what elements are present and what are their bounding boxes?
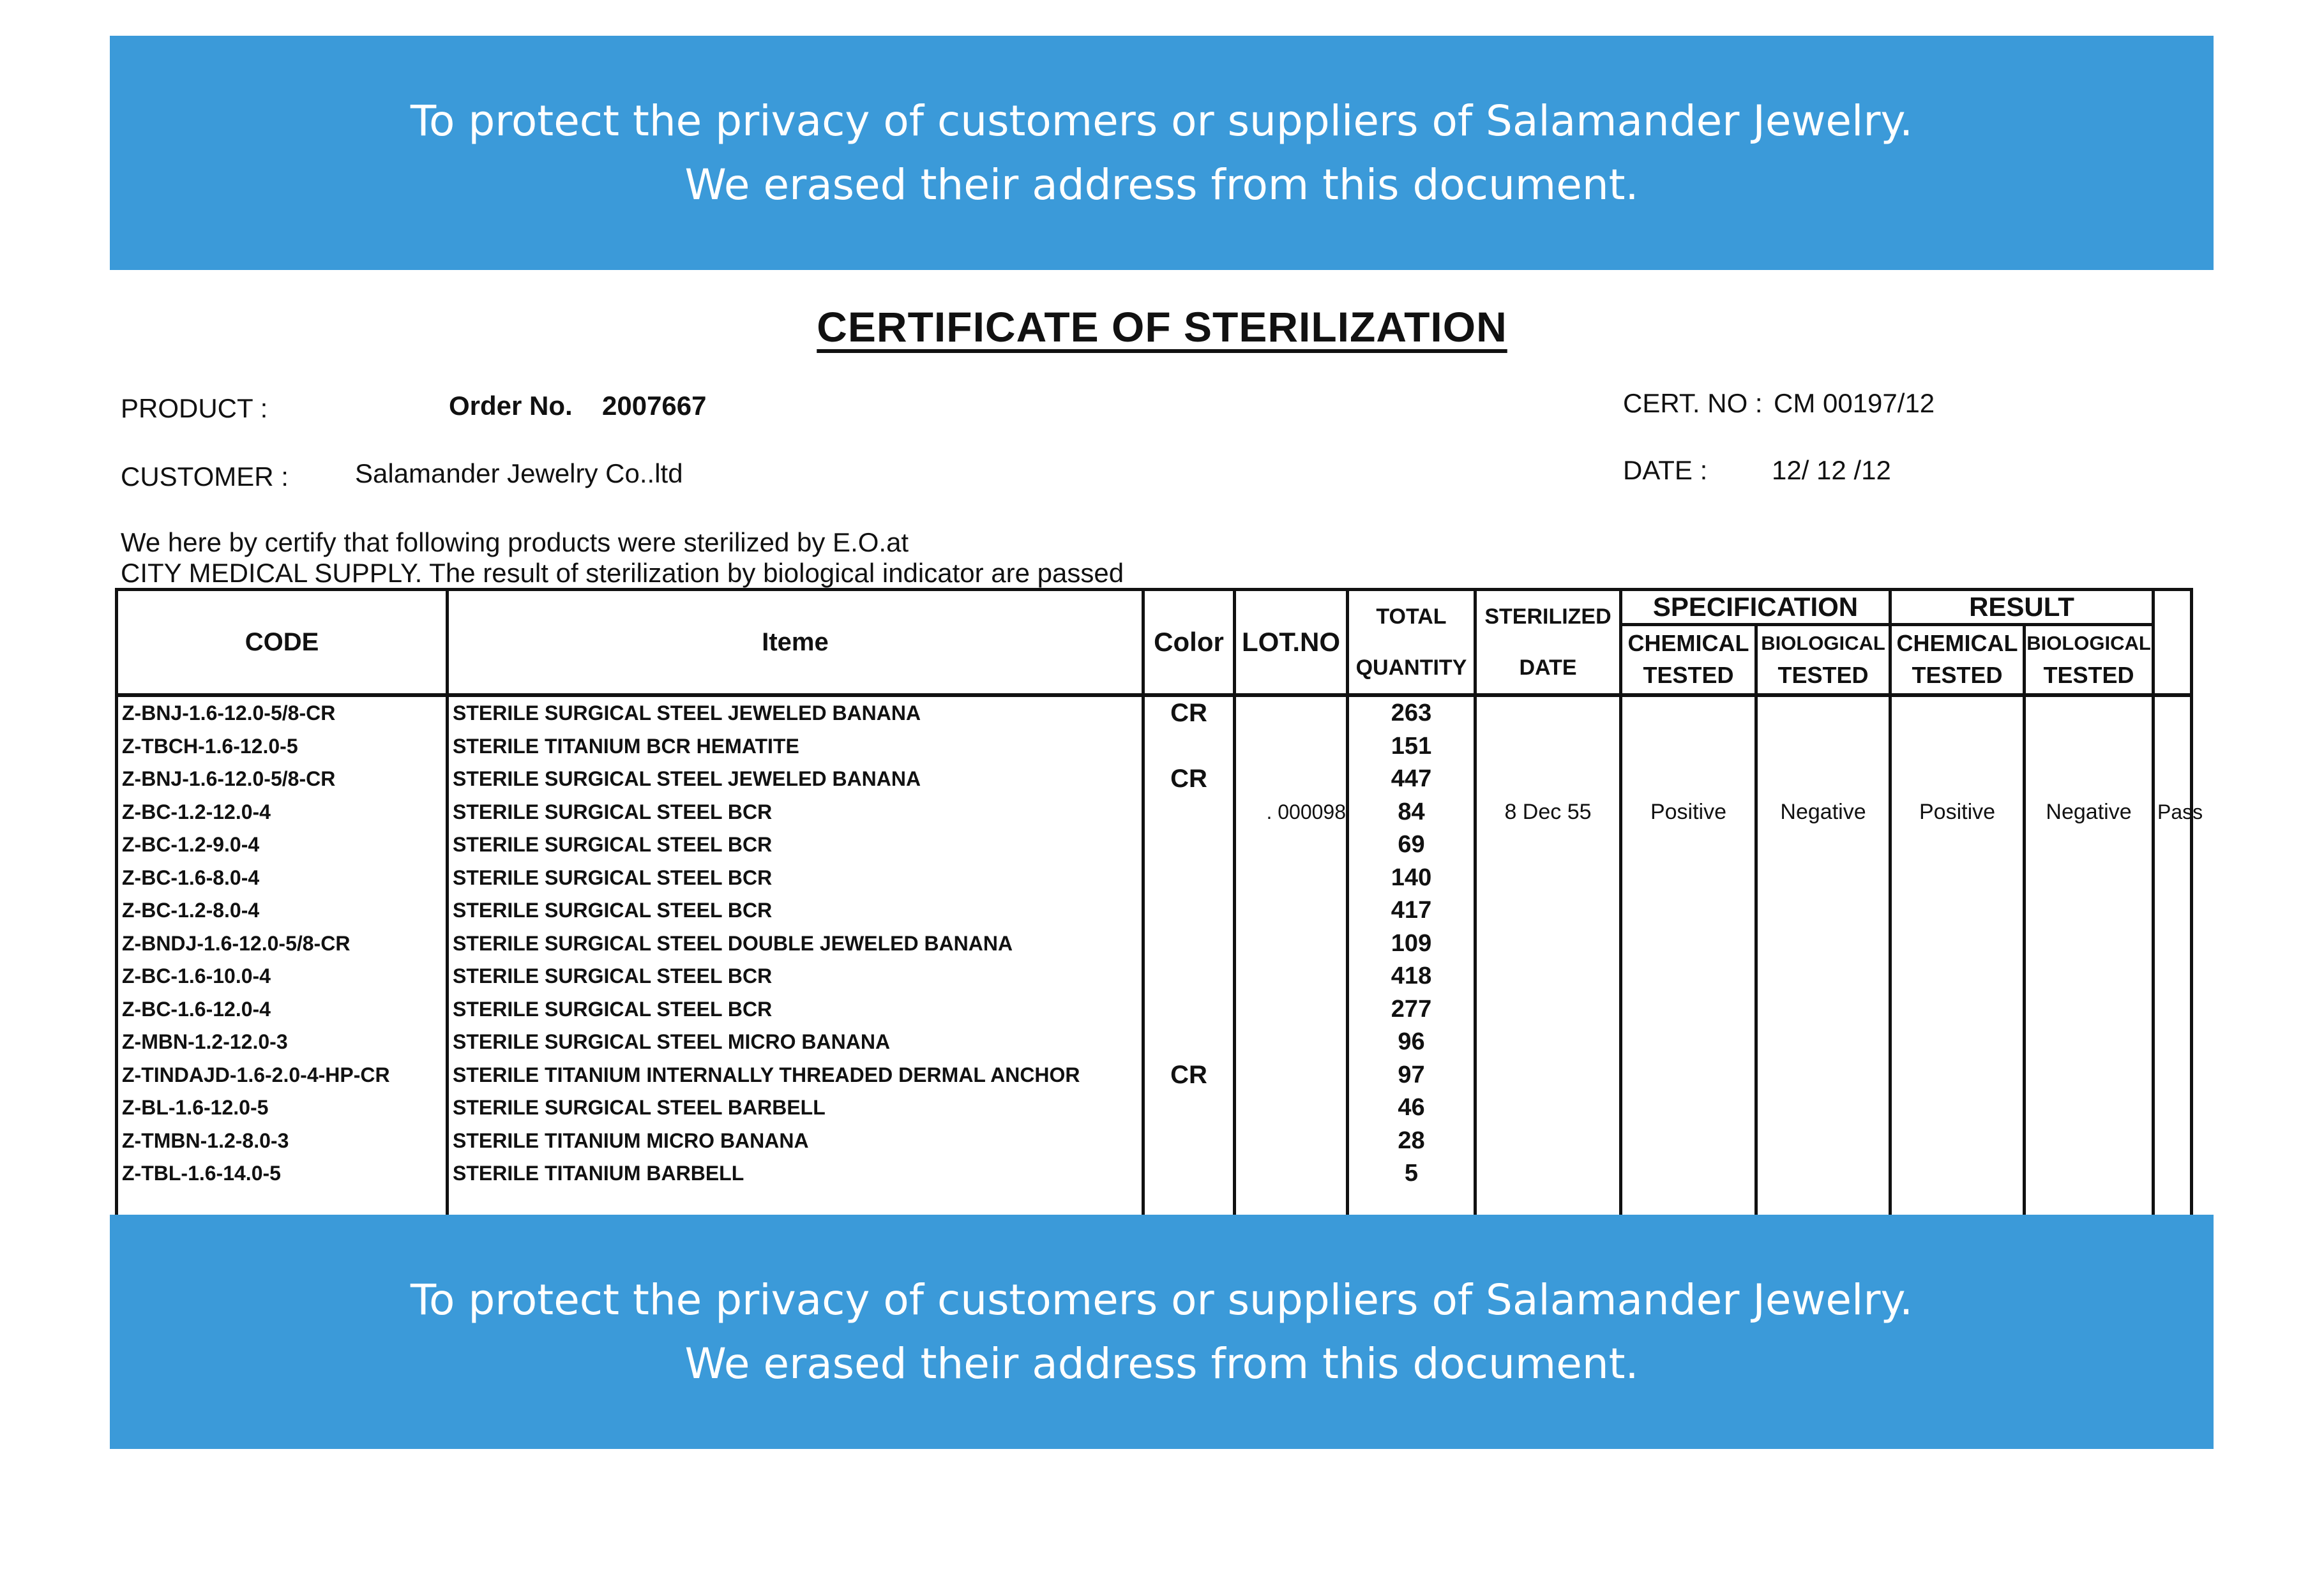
cell-sterilized-date (1475, 763, 1621, 796)
header-color: Color (1143, 590, 1235, 696)
cell-status: Pass (2154, 796, 2192, 829)
cell-status (2154, 993, 2192, 1026)
cell-sterilized-date (1475, 993, 1621, 1026)
header-quantity: QUANTITY (1355, 656, 1467, 680)
table-row (117, 894, 2192, 927)
cell-spec-chemical (1621, 763, 1756, 796)
cell-result-biological: Negative (2025, 796, 2154, 829)
cell-spec-biological (1756, 1092, 1890, 1125)
cell-item: STERILE SURGICAL STEEL BCR (448, 894, 1143, 927)
cell-code: Z-TMBN-1.2-8.0-3 (117, 1125, 448, 1158)
header-total: TOTAL (1376, 604, 1447, 629)
cell-result-chemical (1890, 960, 2025, 993)
privacy-notice-line1-bottom: To protect the privacy of customers or suppliers of Salamander Jewelry. (410, 1275, 1913, 1324)
header-spec-biological: BIOLOGICAL TESTED (1756, 624, 1890, 695)
cell-sterilized-date (1475, 894, 1621, 927)
cell-quantity: 418 (1348, 960, 1475, 993)
table-row (117, 829, 2192, 862)
cert-number: CM 00197/12 (1774, 388, 1935, 418)
cell-code: Z-TBCH-1.6-12.0-5 (117, 730, 448, 763)
cell-item: STERILE SURGICAL STEEL BCR (448, 862, 1143, 895)
cell-spec-chemical (1621, 993, 1756, 1026)
table-row (117, 993, 2192, 1026)
cell-spec-chemical (1621, 695, 1756, 730)
cell-result-chemical (1890, 1059, 2025, 1092)
cell-result-biological (2025, 829, 2154, 862)
cell-code: Z-BC-1.2-9.0-4 (117, 829, 448, 862)
cell-color (1143, 829, 1235, 862)
cell-spec-chemical (1621, 1059, 1756, 1092)
cell-spec-biological (1756, 730, 1890, 763)
header-date: DATE (1519, 656, 1577, 680)
cell-lot (1235, 993, 1348, 1026)
cell-status (2154, 960, 2192, 993)
cell-spec-biological (1756, 862, 1890, 895)
cell-spec-chemical (1621, 1092, 1756, 1125)
cell-spec-chemical (1621, 1125, 1756, 1158)
cell-sterilized-date (1475, 1125, 1621, 1158)
cell-code: Z-TINDAJD-1.6-2.0-4-HP-CR (117, 1059, 448, 1092)
cell-status (2154, 927, 2192, 961)
cell-result-chemical (1890, 927, 2025, 961)
cell-code: Z-BNDJ-1.6-12.0-5/8-CR (117, 927, 448, 961)
statement-line1: We here by certify that following products were sterilized by E.O.at (121, 527, 909, 557)
header-sterilized: STERILIZED (1484, 604, 1611, 629)
cell-code: Z-BNJ-1.6-12.0-5/8-CR (117, 695, 448, 730)
product-label: PRODUCT : (121, 393, 268, 423)
table-row (117, 796, 2192, 829)
cell-result-biological (2025, 862, 2154, 895)
cell-item: STERILE SURGICAL STEEL BCR (448, 960, 1143, 993)
cell-lot (1235, 1092, 1348, 1125)
cell-item: STERILE SURGICAL STEEL JEWELED BANANA (448, 695, 1143, 730)
cell-color (1143, 796, 1235, 829)
cell-code: Z-MBN-1.2-12.0-3 (117, 1026, 448, 1059)
cell-code: Z-BNJ-1.6-12.0-5/8-CR (117, 763, 448, 796)
table-row (117, 1157, 2192, 1190)
cell-status (2154, 695, 2192, 730)
cell-quantity: 96 (1348, 1026, 1475, 1059)
cell-spec-biological (1756, 695, 1890, 730)
cell-sterilized-date (1475, 1092, 1621, 1125)
cell-status (2154, 1092, 2192, 1125)
header-specification: SPECIFICATION (1621, 590, 1890, 625)
cell-spec-chemical (1621, 730, 1756, 763)
cell-item: STERILE SURGICAL STEEL BARBELL (448, 1092, 1143, 1125)
privacy-banner-top (110, 36, 2214, 270)
cell-code: Z-BC-1.6-8.0-4 (117, 862, 448, 895)
cell-spec-chemical: Positive (1621, 796, 1756, 829)
header-total-quantity (1348, 590, 1475, 696)
cell-sterilized-date (1475, 1026, 1621, 1059)
header-spec-chemical: CHEMICAL TESTED (1621, 624, 1756, 695)
cell-color (1143, 1026, 1235, 1059)
table-row (117, 862, 2192, 895)
cell-lot (1235, 1125, 1348, 1158)
header-result-biological: BIOLOGICAL TESTED (2025, 624, 2154, 695)
cell-spec-biological (1756, 960, 1890, 993)
privacy-banner-bottom (110, 1215, 2214, 1449)
cell-color: CR (1143, 1059, 1235, 1092)
cell-lot (1235, 695, 1348, 730)
cell-quantity: 263 (1348, 695, 1475, 730)
cell-status (2154, 730, 2192, 763)
cell-status (2154, 894, 2192, 927)
cell-result-biological (2025, 960, 2154, 993)
customer-value: Salamander Jewelry Co..ltd (355, 458, 683, 488)
cell-status (2154, 1026, 2192, 1059)
cell-spec-biological (1756, 1059, 1890, 1092)
cell-code: Z-BC-1.6-12.0-4 (117, 993, 448, 1026)
cell-lot (1235, 1059, 1348, 1092)
cell-lot (1235, 730, 1348, 763)
cell-spec-biological (1756, 1125, 1890, 1158)
cell-lot (1235, 1026, 1348, 1059)
cell-result-biological (2025, 1157, 2154, 1190)
cell-result-biological (2025, 993, 2154, 1026)
cell-color (1143, 1092, 1235, 1125)
cell-quantity: 109 (1348, 927, 1475, 961)
cell-quantity: 28 (1348, 1125, 1475, 1158)
cell-color (1143, 730, 1235, 763)
header-lot: LOT.NO (1235, 590, 1348, 696)
cell-sterilized-date (1475, 862, 1621, 895)
document-title: CERTIFICATE OF STERILIZATION (817, 303, 1507, 350)
table-row (117, 763, 2192, 796)
cell-result-chemical (1890, 1125, 2025, 1158)
cell-quantity: 447 (1348, 763, 1475, 796)
cell-status (2154, 1059, 2192, 1092)
cell-item: STERILE SURGICAL STEEL BCR (448, 993, 1143, 1026)
header-sterilized-date (1475, 590, 1621, 696)
cell-sterilized-date (1475, 730, 1621, 763)
cell-color (1143, 1125, 1235, 1158)
cell-spec-chemical (1621, 829, 1756, 862)
sterilization-table (115, 588, 2203, 1223)
cell-result-chemical (1890, 1026, 2025, 1059)
cell-lot (1235, 927, 1348, 961)
cell-quantity: 46 (1348, 1092, 1475, 1125)
cell-spec-biological (1756, 1026, 1890, 1059)
cell-result-chemical (1890, 993, 2025, 1026)
cell-result-chemical (1890, 862, 2025, 895)
cell-item: STERILE SURGICAL STEEL BCR (448, 796, 1143, 829)
cell-item: STERILE SURGICAL STEEL BCR (448, 829, 1143, 862)
cell-lot (1235, 763, 1348, 796)
cell-result-biological (2025, 730, 2154, 763)
table-row (117, 1026, 2192, 1059)
cell-color: CR (1143, 763, 1235, 796)
cell-result-biological (2025, 1026, 2154, 1059)
cell-quantity: 151 (1348, 730, 1475, 763)
header-result-chemical: CHEMICAL TESTED (1890, 624, 2025, 695)
header-result: RESULT (1890, 590, 2154, 625)
date-label: DATE : (1623, 455, 1708, 485)
cell-item: STERILE TITANIUM BARBELL (448, 1157, 1143, 1190)
cell-result-chemical (1890, 1092, 2025, 1125)
cell-quantity: 84 (1348, 796, 1475, 829)
cell-status (2154, 1157, 2192, 1190)
table-row (117, 1059, 2192, 1092)
cell-item: STERILE SURGICAL STEEL MICRO BANANA (448, 1026, 1143, 1059)
table-row (117, 1092, 2192, 1125)
cell-quantity: 417 (1348, 894, 1475, 927)
cell-sterilized-date: 8 Dec 55 (1475, 796, 1621, 829)
cell-status (2154, 862, 2192, 895)
cell-item: STERILE TITANIUM MICRO BANANA (448, 1125, 1143, 1158)
cell-result-chemical (1890, 763, 2025, 796)
cell-color (1143, 894, 1235, 927)
cell-lot (1235, 960, 1348, 993)
table-row (117, 695, 2192, 730)
cell-lot (1235, 894, 1348, 927)
cell-status (2154, 1125, 2192, 1158)
cell-spec-chemical (1621, 960, 1756, 993)
cell-spec-biological (1756, 927, 1890, 961)
cell-result-chemical (1890, 1157, 2025, 1190)
cell-item: STERILE TITANIUM INTERNALLY THREADED DERMAL ANCHOR (448, 1059, 1143, 1092)
cell-spec-chemical (1621, 1157, 1756, 1190)
cell-quantity: 277 (1348, 993, 1475, 1026)
cell-lot (1235, 1157, 1348, 1190)
cell-spec-chemical (1621, 862, 1756, 895)
cell-result-chemical (1890, 894, 2025, 927)
cell-color (1143, 993, 1235, 1026)
cell-lot: . 000098 (1235, 796, 1348, 829)
cell-quantity: 140 (1348, 862, 1475, 895)
order-number: 2007667 (602, 391, 707, 421)
cell-status (2154, 763, 2192, 796)
table-row (117, 960, 2192, 993)
customer-label: CUSTOMER : (121, 461, 289, 491)
privacy-notice-line2: We erased their address from this document. (684, 160, 1639, 209)
cell-result-biological (2025, 1125, 2154, 1158)
cell-spec-chemical (1621, 927, 1756, 961)
cell-code: Z-BC-1.2-8.0-4 (117, 894, 448, 927)
cell-quantity: 97 (1348, 1059, 1475, 1092)
cell-item: STERILE SURGICAL STEEL DOUBLE JEWELED BANANA (448, 927, 1143, 961)
cell-code: Z-TBL-1.6-14.0-5 (117, 1157, 448, 1190)
cell-result-biological (2025, 763, 2154, 796)
cell-sterilized-date (1475, 695, 1621, 730)
cell-item: STERILE TITANIUM BCR HEMATITE (448, 730, 1143, 763)
table-row (117, 1125, 2192, 1158)
cell-status (2154, 829, 2192, 862)
date-value: 12/ 12 /12 (1772, 455, 1891, 485)
cell-quantity: 5 (1348, 1157, 1475, 1190)
cell-sterilized-date (1475, 829, 1621, 862)
cell-code: Z-BL-1.6-12.0-5 (117, 1092, 448, 1125)
cell-result-biological (2025, 927, 2154, 961)
privacy-notice-line2-bottom: We erased their address from this document. (684, 1339, 1639, 1388)
cell-color: CR (1143, 695, 1235, 730)
cell-color (1143, 1157, 1235, 1190)
cell-lot (1235, 862, 1348, 895)
cell-code: Z-BC-1.2-12.0-4 (117, 796, 448, 829)
header-code: CODE (117, 590, 448, 696)
cell-result-chemical (1890, 730, 2025, 763)
cell-sterilized-date (1475, 1157, 1621, 1190)
cell-spec-chemical (1621, 894, 1756, 927)
statement-line2: CITY MEDICAL SUPPLY. The result of sterilization by biological indicator are passed (121, 558, 1124, 588)
header-item: Iteme (448, 590, 1143, 696)
header-status (2154, 590, 2192, 696)
cert-label: CERT. NO : (1623, 388, 1763, 418)
cell-color (1143, 960, 1235, 993)
table-body (117, 695, 2203, 1223)
cell-quantity: 69 (1348, 829, 1475, 862)
order-label: Order No. (449, 391, 573, 421)
cell-result-biological (2025, 1059, 2154, 1092)
cell-result-chemical (1890, 829, 2025, 862)
cell-spec-biological (1756, 763, 1890, 796)
cell-spec-biological: Negative (1756, 796, 1890, 829)
cell-result-chemical: Positive (1890, 796, 2025, 829)
table-row (117, 927, 2192, 961)
cell-sterilized-date (1475, 1059, 1621, 1092)
privacy-notice-line1: To protect the privacy of customers or suppliers of Salamander Jewelry. (410, 96, 1913, 146)
cell-result-biological (2025, 894, 2154, 927)
cell-item: STERILE SURGICAL STEEL JEWELED BANANA (448, 763, 1143, 796)
table-row (117, 730, 2192, 763)
cell-spec-chemical (1621, 1026, 1756, 1059)
cell-spec-biological (1756, 894, 1890, 927)
cell-result-chemical (1890, 695, 2025, 730)
cell-sterilized-date (1475, 960, 1621, 993)
cell-spec-biological (1756, 993, 1890, 1026)
cell-result-biological (2025, 1092, 2154, 1125)
cell-spec-biological (1756, 1157, 1890, 1190)
cell-sterilized-date (1475, 927, 1621, 961)
cell-spec-biological (1756, 829, 1890, 862)
cell-result-biological (2025, 695, 2154, 730)
cell-code: Z-BC-1.6-10.0-4 (117, 960, 448, 993)
cell-color (1143, 927, 1235, 961)
cell-color (1143, 862, 1235, 895)
cell-lot (1235, 829, 1348, 862)
